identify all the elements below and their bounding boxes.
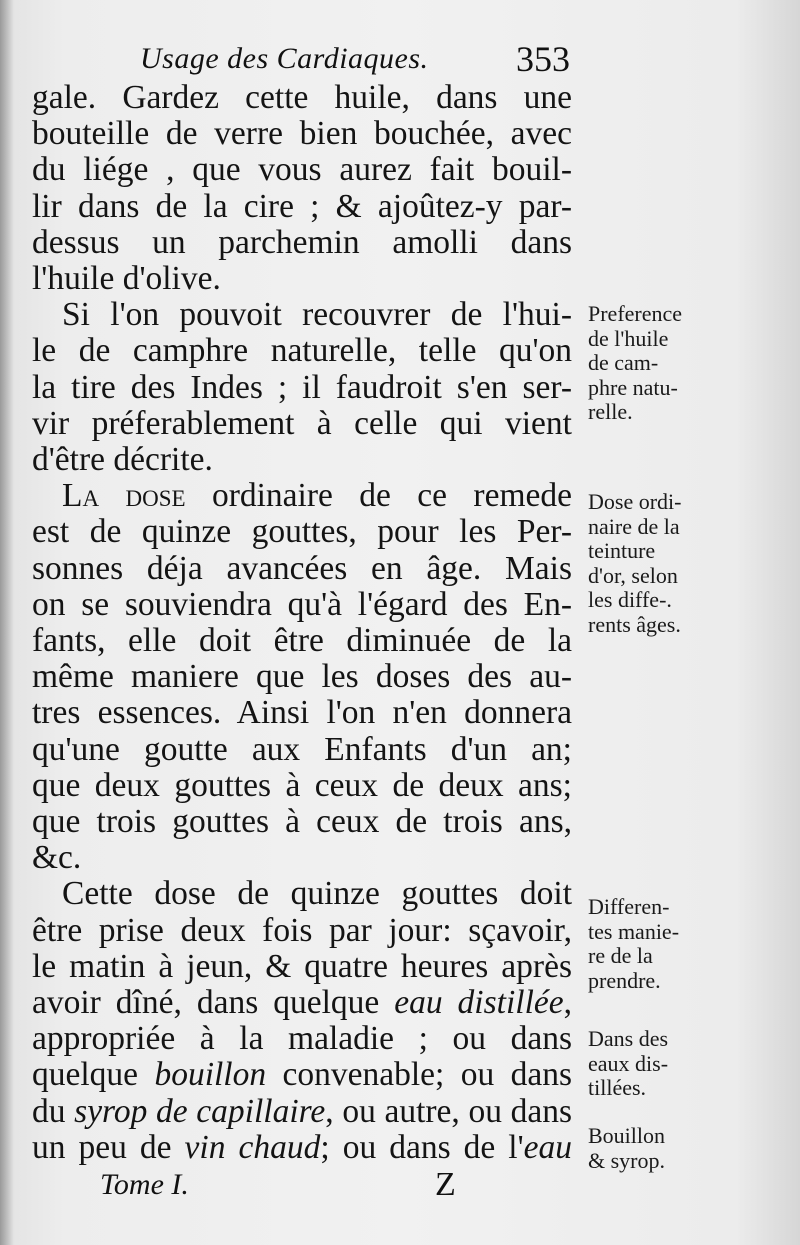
text-run: , <box>563 984 572 1022</box>
text-line: bouteille de verre bien bouchée, avec <box>32 115 572 153</box>
paragraph-1 <box>32 80 572 297</box>
text-line: est de quinze gouttes, pour les Per- <box>32 513 572 551</box>
note-line: tillées. <box>588 1075 647 1100</box>
text-line: sonnes déja avancées en âge. Mais <box>32 549 572 587</box>
main-text <box>32 80 572 1166</box>
note-line: tes manie- <box>588 918 680 944</box>
italic-term: syrop de capillaire <box>74 1092 326 1130</box>
page-number: 353 <box>516 39 570 79</box>
small-caps-lead: La dose <box>62 477 186 515</box>
text-line <box>32 478 572 514</box>
text-line: du liége , que vous aurez fait bouil- <box>32 151 572 189</box>
text-line: que deux gouttes à ceux de deux ans; <box>32 766 572 804</box>
text-run: convenable; ou dans <box>266 1056 573 1094</box>
note-line: phre natu- <box>588 374 678 400</box>
text-line: qu'une goutte aux Enfants d'un an; <box>32 730 572 768</box>
margin-note-differentes <box>588 895 733 993</box>
text-line: Si l'on pouvoit recouvrer de l'hui- <box>62 296 572 334</box>
text-line: que trois gouttes à ceux de trois ans, <box>32 803 572 841</box>
text-line: le matin à jeun, & quatre heures après <box>32 947 572 985</box>
catchword: eau <box>523 1128 572 1166</box>
text-line: l'huile d'olive. <box>32 260 221 298</box>
text-line: gale. Gardez cette huile, dans une <box>32 79 572 116</box>
note-line: de cam- <box>588 350 659 375</box>
note-line: les diffe-. <box>588 587 672 612</box>
text-line <box>32 1130 572 1166</box>
note-line: de l'huile <box>588 325 669 351</box>
note-line: re de la <box>588 943 653 968</box>
text-line: on se souviendra qu'à l'égard des En- <box>32 585 572 623</box>
text-line: d'être décrite. <box>32 441 213 479</box>
page-gutter-shadow <box>0 0 14 1245</box>
margin-note-eaux <box>588 1027 733 1101</box>
paragraph-4 <box>32 876 572 1166</box>
note-line: & syrop. <box>588 1147 665 1173</box>
text-line: &c. <box>32 839 82 877</box>
paragraph-3 <box>32 478 572 876</box>
text-run: quelque <box>32 1056 155 1094</box>
text-line: même maniere que les doses des au- <box>32 658 572 696</box>
text-line: vir préferablement à celle qui vient <box>32 404 572 442</box>
margin-note-dose <box>588 490 733 637</box>
volume-label: Tome I. <box>100 1168 189 1201</box>
text-line <box>32 1094 572 1130</box>
text-run: du <box>32 1092 75 1130</box>
text-line: lir dans de la cire ; & ajoûtez-y par- <box>32 187 572 225</box>
note-line: naire de la <box>588 513 680 539</box>
signature-mark: Z <box>435 1166 456 1203</box>
margin-note-bouillon <box>588 1124 733 1173</box>
running-head: Usage des Cardiaques. <box>140 42 429 75</box>
note-line: Differen- <box>588 894 670 919</box>
text-line <box>32 1057 572 1093</box>
text-run: ; ou dans de l' <box>320 1128 524 1166</box>
text-run: avoir dîné, dans quelque <box>32 984 395 1022</box>
text-run: un peu de <box>32 1128 185 1166</box>
note-line: teinture <box>588 538 656 563</box>
text-line: dessus un parchemin amolli dans <box>32 223 572 261</box>
text-line: tres essences. Ainsi l'on n'en donnera <box>32 694 572 732</box>
text-line: le de camphre naturelle, telle qu'on <box>32 332 572 370</box>
note-line: Preference <box>588 301 683 326</box>
italic-term: eau distillée <box>394 984 564 1022</box>
page-footer <box>100 1168 520 1208</box>
text-line: fants, elle doit être diminuée de la <box>32 622 572 660</box>
text-line: la tire des Indes ; il faudroit s'en ser- <box>32 368 572 406</box>
note-line: d'or, selon <box>588 562 678 588</box>
note-line: Dans des <box>588 1026 669 1051</box>
italic-term: bouillon <box>154 1056 267 1094</box>
italic-term: vin chaud <box>184 1128 321 1166</box>
margin-note-preference <box>588 302 733 425</box>
text-run: ordinaire de ce remede <box>185 477 572 515</box>
text-line: être prise deux fois par jour: sçavoir, <box>32 911 572 949</box>
note-line: Dose ordi- <box>588 489 682 514</box>
note-line: relle. <box>588 399 633 424</box>
paragraph-2 <box>32 297 572 478</box>
text-line: appropriée à la maladie ; ou dans <box>32 1020 572 1058</box>
text-line: Cette dose de quinze gouttes doit <box>62 875 572 913</box>
note-line: Bouillon <box>588 1123 666 1148</box>
note-line: eaux dis- <box>588 1050 669 1076</box>
note-line: prendre. <box>588 967 661 993</box>
note-line: rents âges. <box>588 611 681 637</box>
text-run: , ou autre, ou dans <box>325 1092 573 1130</box>
text-line <box>32 985 572 1021</box>
